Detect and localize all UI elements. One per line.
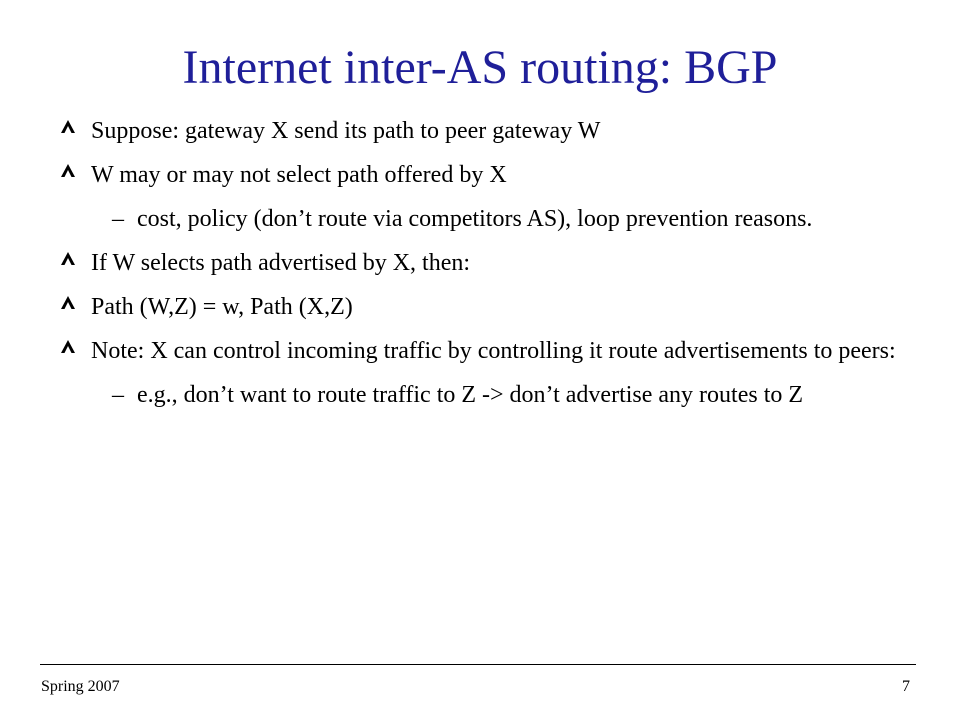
sub-bullet-text: e.g., don’t want to route traffic to Z -> don’t advertise any routes to Z (137, 382, 804, 408)
dash-marker: – (112, 382, 124, 408)
bullet-text: Note: X can control incoming traffic by controlling it route advertisements to peers: (91, 338, 896, 364)
bullet-item (60, 116, 920, 146)
footer-date: Spring 2007 (41, 678, 120, 695)
bullet-text: If W selects path advertised by X, then: (91, 250, 471, 276)
caret-up-bullet-icon (60, 119, 76, 135)
sub-bullet-text: cost, policy (don’t route via competitors AS), loop prevention reasons. (137, 206, 813, 232)
sub-bullet-item (60, 380, 920, 410)
bullet-item (60, 292, 920, 322)
sub-bullet-item (60, 204, 920, 234)
footer-divider (40, 664, 916, 665)
slide-title: Internet inter-AS routing: BGP (182, 41, 778, 94)
dash-marker: – (112, 206, 124, 232)
bullet-text: Path (W,Z) = w, Path (X,Z) (91, 294, 353, 320)
bullet-item (60, 248, 920, 278)
caret-up-bullet-icon (60, 339, 76, 355)
bullet-list (60, 116, 920, 424)
bullet-text: W may or may not select path offered by X (91, 162, 507, 188)
caret-up-bullet-icon (60, 163, 76, 179)
bullet-item (60, 160, 920, 190)
page-number: 7 (902, 678, 910, 695)
bullet-item (60, 336, 920, 366)
caret-up-bullet-icon (60, 251, 76, 267)
bullet-text: Suppose: gateway X send its path to peer gateway W (91, 118, 601, 144)
caret-up-bullet-icon (60, 295, 76, 311)
